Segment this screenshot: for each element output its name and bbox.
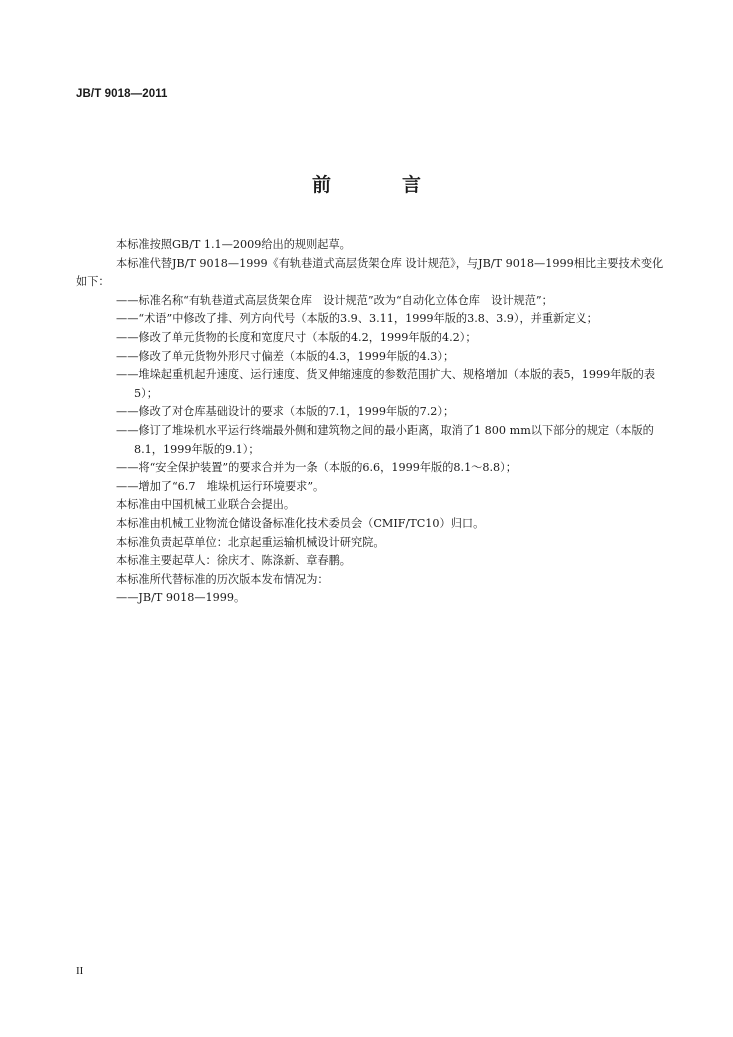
change-item: ——修改了对仓库基础设计的要求（本版的7.1，1999年版的7.2）； bbox=[116, 405, 455, 419]
change-item: ——堆垛起重机起升速度、运行速度、货叉伸缩速度的参数范围扩大、规格增加（本版的表5，1999年版的表5）； bbox=[116, 368, 656, 400]
paragraph-proposed-by: 本标准由中国机械工业联合会提出。 bbox=[116, 498, 296, 512]
page-title: 前 言 bbox=[311, 174, 447, 196]
paragraph-replacement: 本标准代替JB/T 9018—1999《有轨巷道式高层货架仓库 设计规范》，与JB/T 9018—1999相比主要技术变化如下： bbox=[76, 256, 664, 289]
change-item: ——增加了“6.7 堆垛机运行环境要求”。 bbox=[116, 479, 325, 493]
change-item: ——修改了单元货物外形尺寸偏差（本版的4.3，1999年版的4.3）； bbox=[116, 349, 455, 363]
change-item: ——将“安全保护装置”的要求合并为一条（本版的6.6，1999年版的8.1～8.8）； bbox=[116, 461, 517, 475]
paragraph-history-intro: 本标准所代替标准的历次版本发布情况为： bbox=[116, 572, 329, 586]
change-item: ——标准名称“有轨巷道式高层货架仓库 设计规范”改为“自动化立体仓库 设计规范”； bbox=[116, 293, 553, 307]
change-item: ——修改了单元货物的长度和宽度尺寸（本版的4.2，1999年版的4.2）； bbox=[116, 330, 477, 344]
paragraph-drafting-rules: 本标准按照GB/T 1.1—2009给出的规则起草。 bbox=[116, 238, 351, 251]
history-item: ——JB/T 9018—1999。 bbox=[116, 591, 246, 605]
paragraph-committee: 本标准由机械工业物流仓储设备标准化技术委员会（CMIF/TC10）归口。 bbox=[116, 516, 485, 530]
paragraph-drafting-unit: 本标准负责起草单位：北京起重运输机械设计研究院。 bbox=[116, 535, 385, 549]
paragraph-drafters: 本标准主要起草人：徐庆才、陈涤新、章春鹏。 bbox=[116, 554, 351, 568]
standard-code: JB/T 9018—2011 bbox=[76, 88, 168, 100]
change-item: ——“术语”中修改了排、列方向代号（本版的3.9、3.11，1999年版的3.8、3.9），并重新定义； bbox=[116, 312, 598, 326]
page-number: II bbox=[76, 965, 84, 977]
foreword-body bbox=[76, 236, 666, 608]
change-item: ——修订了堆垛机水平运行终端最外侧和建筑物之间的最小距离，取消了1 800 mm以下部分的规定（本版的8.1，1999年版的9.1）； bbox=[116, 423, 654, 456]
